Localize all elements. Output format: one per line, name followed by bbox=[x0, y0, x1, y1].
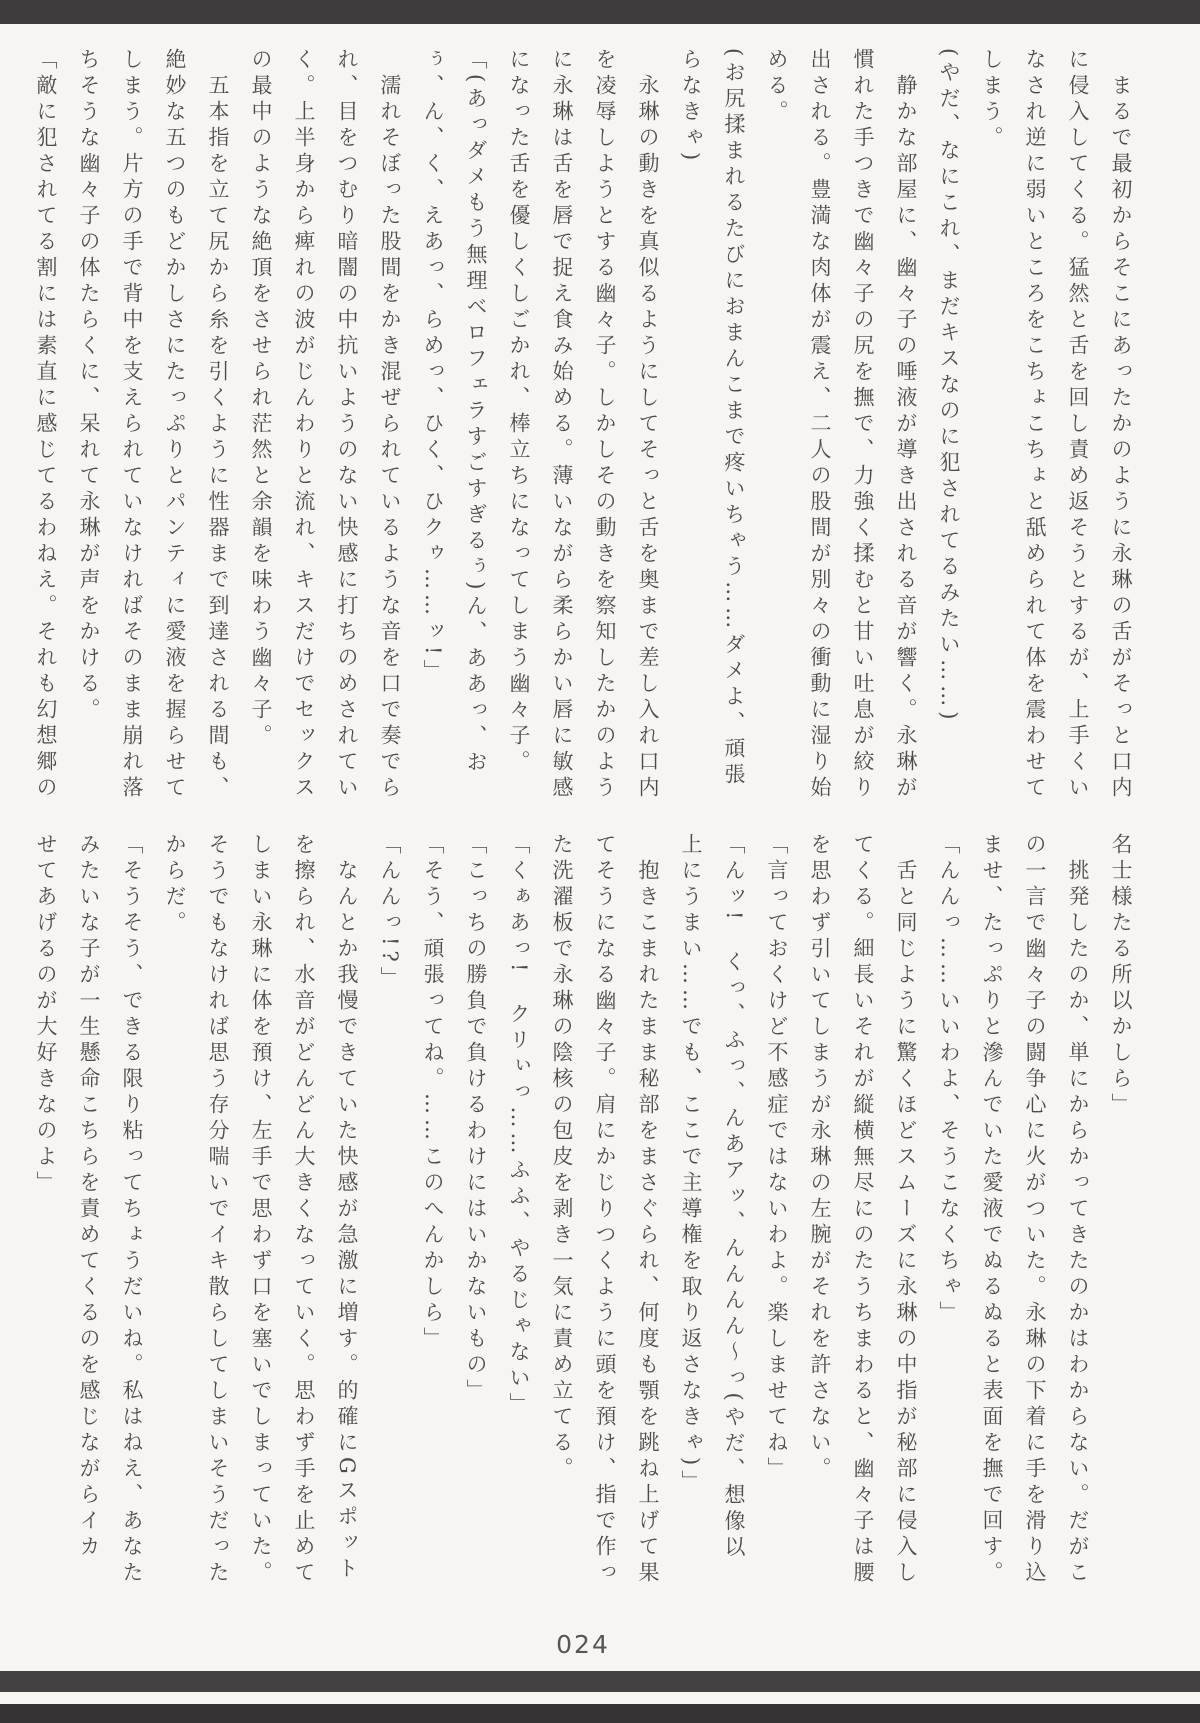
text-column: 名士様たる所以かしら」 bbox=[1109, 833, 1133, 1119]
text-column: 「敵に犯されてる割には素直に感じてるわねえ。それも幻想郷の bbox=[34, 48, 58, 802]
text-column: 「そう、頑張ってね。……このへんかしら」 bbox=[421, 833, 445, 1353]
page-number: 024 bbox=[556, 1630, 610, 1659]
text-column: の一言で幽々子の闘争心に火がついた。永琳の下着に手を滑り込 bbox=[1023, 833, 1047, 1587]
text-column: 五本指を立て尻から糸を引くように性器まで到達される間も、 bbox=[206, 48, 230, 802]
bottom-border-bar-upper bbox=[0, 1671, 1200, 1692]
text-column: まるで最初からそこにあったかのように永琳の舌がそっと口内 bbox=[1109, 48, 1133, 802]
text-column: れ、目をつむり暗闇の中抗いようのない快感に打ちのめされてい bbox=[335, 48, 359, 802]
text-column: に侵入してくる。猛然と舌を回し責め返そうとするが、上手くい bbox=[1066, 48, 1090, 802]
text-column: 「(あっダメもう無理ベロフェラすごすぎるぅ)ん、ああっ、お bbox=[464, 48, 488, 777]
text-column: 「んッ! くっ、ふっ、んあアッ、んんんん〜っ(やだ、想像以 bbox=[722, 833, 746, 1562]
text-column: なんとか我慢できていた快感が急激に増す。的確にGスポット bbox=[335, 833, 359, 1583]
text-column: 慣れた手つきで幽々子の尻を撫で、力強く揉むと甘い吐息が絞り bbox=[851, 48, 875, 802]
top-border-bar bbox=[0, 0, 1200, 24]
text-column: 「そうそう、できる限り粘ってちょうだいね。私はねえ、あなた bbox=[120, 833, 144, 1587]
text-column: 「んんっ!?」 bbox=[378, 833, 402, 993]
text-column: しまい永琳に体を預け、左手で思わず口を塞いでしまっていた。 bbox=[249, 833, 273, 1587]
text-column: 「んんっ……いいわよ、そうこなくちゃ」 bbox=[937, 833, 961, 1327]
text-column: せてあげるのが大好きなのよ」 bbox=[34, 833, 58, 1197]
text-column: しまう。 bbox=[980, 48, 1004, 152]
text-column: 出される。豊満な肉体が震え、二人の股間が別々の衝動に湿り始 bbox=[808, 48, 832, 802]
text-column: になった舌を優しくしごかれ、棒立ちになってしまう幽々子。 bbox=[507, 48, 531, 776]
text-column: (やだ、なにこれ、まだキスなのに犯されてるみたい……) bbox=[937, 48, 961, 725]
text-column: らなきゃ) bbox=[679, 48, 703, 166]
text-column: ぅ、ん、く、えあっ、らめっ、ひく、ひクゥ……ッ!」 bbox=[421, 48, 445, 686]
text-column: ちそうな幽々子の体たらくに、呆れて永琳が声をかける。 bbox=[77, 48, 101, 724]
text-column: 上にうまい……でも、ここで主導権を取り返さなきゃ)」 bbox=[679, 833, 703, 1497]
text-band-bottom bbox=[24, 833, 1142, 1608]
text-column: を思わず引いてしまうが永琳の左腕がそれを許さない。 bbox=[808, 833, 832, 1483]
text-column: の最中のような絶頂をさせられ茫然と余韻を味わう幽々子。 bbox=[249, 48, 273, 750]
text-column: なされ逆に弱いところをこちょこちょと舐められて体を震わせて bbox=[1023, 48, 1047, 802]
text-column: た洗濯板で永琳の陰核の包皮を剥き一気に責め立てる。 bbox=[550, 833, 574, 1483]
text-column: そうでもなければ思う存分喘いでイキ散らしてしまいそうだった bbox=[206, 833, 230, 1587]
text-column: しまう。片方の手で背中を支えられていなければそのまま崩れ落 bbox=[120, 48, 144, 802]
text-column: を擦られ、水音がどんどん大きくなっていく。思わず手を止めて bbox=[292, 833, 316, 1587]
text-column: を凌辱しようとする幽々子。しかしその動きを察知したかのよう bbox=[593, 48, 617, 802]
text-band-top bbox=[24, 48, 1142, 823]
text-column: 「こっちの勝負で負けるわけにはいかないもの」 bbox=[464, 833, 488, 1405]
text-column: みたいな子が一生懸命こちらを責めてくるのを感じながらイカ bbox=[77, 833, 101, 1561]
text-column: 絶妙な五つのもどかしさにたっぷりとパンティに愛液を握らせて bbox=[163, 48, 187, 802]
text-column: める。 bbox=[765, 48, 789, 126]
text-column: く。上半身から痺れの波がじんわりと流れ、キスだけでセックス bbox=[292, 48, 316, 802]
text-column: ませ、たっぷりと滲んでいた愛液でぬるぬると表面を撫で回す。 bbox=[980, 833, 1004, 1587]
text-column: 「くぁあっ! クリぃっ……ふふ、やるじゃない」 bbox=[507, 833, 531, 1419]
text-column: てそうになる幽々子。肩にかじりつくように頭を預け、指で作っ bbox=[593, 833, 617, 1587]
text-column: てくる。細長いそれが縦横無尽にのたうちまわると、幽々子は腰 bbox=[851, 833, 875, 1587]
text-column: 永琳の動きを真似るようにしてそっと舌を奥まで差し入れ口内 bbox=[636, 48, 660, 802]
text-column: 濡れそぼった股間をかき混ぜられているような音を口で奏でら bbox=[378, 48, 402, 802]
text-column: 静かな部屋に、幽々子の唾液が導き出される音が響く。永琳が bbox=[894, 48, 918, 802]
text-column: 挑発したのか、単にからかってきたのかはわからない。だがこ bbox=[1066, 833, 1090, 1587]
text-column: 舌と同じように驚くほどスムーズに永琳の中指が秘部に侵入し bbox=[894, 833, 918, 1587]
text-column: 「言っておくけど不感症ではないわよ。楽しませてね」 bbox=[765, 833, 789, 1483]
text-column: (お尻揉まれるたびにおまんこまで疼いちゃう……ダメよ、頑張 bbox=[722, 48, 746, 790]
text-column: 抱きこまれたまま秘部をまさぐられ、何度も顎を跳ね上げて果 bbox=[636, 833, 660, 1587]
bottom-border-bar-lower bbox=[0, 1704, 1200, 1723]
text-column: からだ。 bbox=[163, 833, 187, 937]
text-column: に永琳は舌を唇で捉え食み始める。薄いながら柔らかい唇に敏感 bbox=[550, 48, 574, 802]
